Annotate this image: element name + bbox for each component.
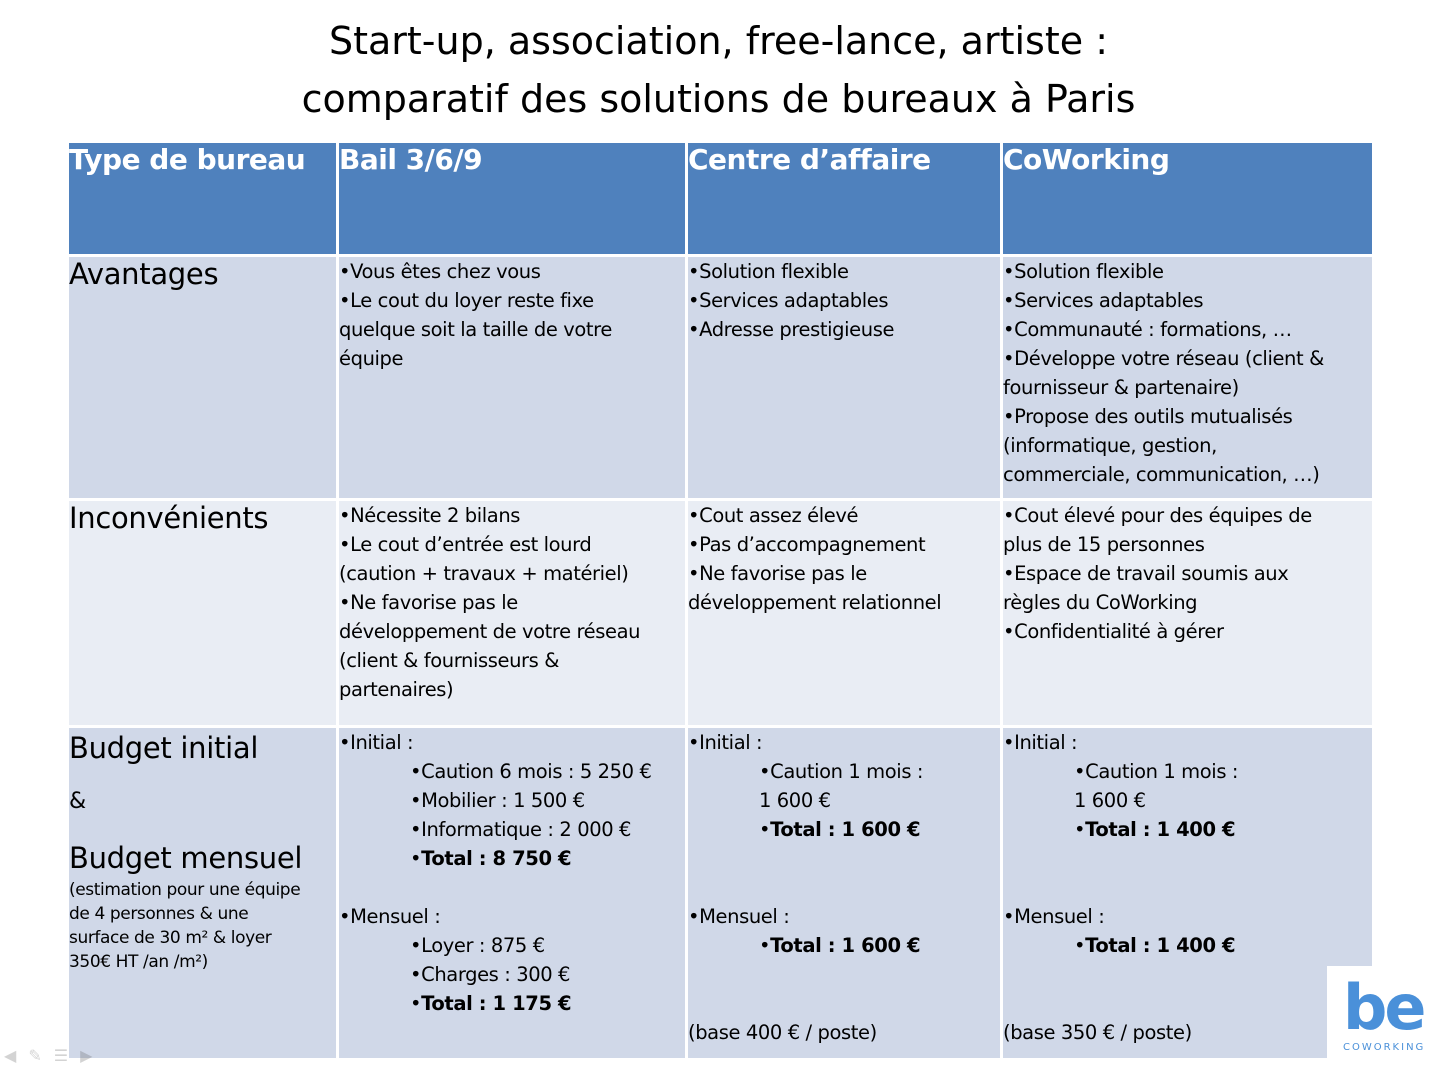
text-line: fournisseur & partenaire) — [1003, 376, 1239, 399]
text-line: équipe — [339, 347, 404, 370]
text-line: •Le cout d’entrée est lourd — [339, 533, 592, 556]
total-value: Total : 1 600 € — [770, 818, 921, 841]
be-coworking-logo — [1327, 966, 1437, 1058]
header-type: Type de bureau — [68, 142, 338, 256]
slide-nav-controls — [4, 1046, 92, 1065]
title-line-2: comparatif des solutions de bureaux à Paris — [301, 77, 1136, 121]
cell-inconvenients-centre — [687, 500, 1002, 727]
text-line: •Ne favorise pas le — [339, 591, 518, 614]
row-budget — [68, 727, 1374, 1060]
text-line: •Cout assez élevé — [688, 504, 859, 527]
budget-informatique: •Informatique : 2 000 € — [410, 818, 632, 841]
total-value: Total : 1 400 € — [1085, 934, 1236, 957]
text-line: •Le cout du loyer reste fixe — [339, 289, 594, 312]
budget-mensuel-heading: •Mensuel : — [688, 905, 790, 928]
budget-mobilier: •Mobilier : 1 500 € — [410, 789, 585, 812]
cell-avantages-coworking — [1002, 256, 1374, 500]
text-line: •Services adaptables — [688, 289, 889, 312]
cell-avantages-bail — [338, 256, 687, 500]
budget-total-initial: •Total : 8 750 € — [410, 847, 572, 870]
note-line: de 4 personnes & une — [69, 904, 249, 924]
budget-total-mensuel: •Total : 1 400 € — [1074, 934, 1236, 957]
text-line: (informatique, gestion, — [1003, 434, 1217, 457]
text-line: développement de votre réseau — [339, 620, 641, 643]
label-budget-note — [69, 878, 336, 974]
total-value: Total : 8 750 € — [421, 847, 572, 870]
text-line: •Confidentialité à gérer — [1003, 620, 1224, 643]
budget-caution: •Caution 1 mois : — [1074, 760, 1239, 783]
budget-caution: •Caution 1 mois : — [759, 760, 924, 783]
text-line: (caution + travaux + matériel) — [339, 562, 629, 585]
row-inconvenients — [68, 500, 1374, 727]
text-line: •Solution flexible — [1003, 260, 1164, 283]
text-line: plus de 15 personnes — [1003, 533, 1205, 556]
cell-avantages-centre — [687, 256, 1002, 500]
budget-total-mensuel: •Total : 1 175 € — [410, 992, 572, 1015]
budget-initial-heading: •Initial : — [339, 731, 414, 754]
text-line: quelque soit la taille de votre — [339, 318, 612, 341]
row-label-budget — [68, 727, 338, 1060]
total-value: Total : 1 175 € — [421, 992, 572, 1015]
row-label-inconvenients: Inconvénients — [68, 500, 338, 727]
text-line: •Ne favorise pas le — [688, 562, 867, 585]
cell-budget-bail — [338, 727, 687, 1060]
header-coworking: CoWorking — [1002, 142, 1374, 256]
budget-caution-amount: 1 600 € — [1074, 789, 1146, 812]
budget-mensuel-heading: •Mensuel : — [339, 905, 441, 928]
header-bail: Bail 3/6/9 — [338, 142, 687, 256]
logo-subtitle: COWORKING — [1343, 1042, 1426, 1053]
menu-icon[interactable]: ☰ — [53, 1046, 69, 1065]
note-line: surface de 30 m² & loyer — [69, 928, 272, 948]
budget-base: (base 350 € / poste) — [1003, 1021, 1192, 1044]
text-line: •Services adaptables — [1003, 289, 1204, 312]
text-line: •Développe votre réseau (client & — [1003, 347, 1324, 370]
prev-arrow-icon[interactable]: ◀ — [4, 1046, 17, 1065]
note-line: (estimation pour une équipe — [69, 880, 301, 900]
cell-inconvenients-coworking — [1002, 500, 1374, 727]
label-budget-mensuel: Budget mensuel — [69, 841, 303, 875]
text-line: commerciale, communication, …) — [1003, 463, 1320, 486]
cell-budget-centre — [687, 727, 1002, 1060]
title-line-1: Start-up, association, free-lance, artiste : — [328, 19, 1109, 63]
text-line: règles du CoWorking — [1003, 591, 1198, 614]
logo-mark: be — [1343, 971, 1424, 1044]
budget-caution: •Caution 6 mois : 5 250 € — [410, 760, 652, 783]
text-line: •Cout élevé pour des équipes de — [1003, 504, 1312, 527]
budget-base: (base 400 € / poste) — [688, 1021, 877, 1044]
total-value: Total : 1 400 € — [1085, 818, 1236, 841]
row-avantages — [68, 256, 1374, 500]
label-ampersand: & — [69, 789, 87, 814]
row-label-avantages: Avantages — [68, 256, 338, 500]
next-arrow-icon[interactable]: ▶ — [80, 1046, 93, 1065]
comparison-table — [66, 140, 1375, 1061]
text-line: •Pas d’accompagnement — [688, 533, 926, 556]
budget-initial-heading: •Initial : — [1003, 731, 1078, 754]
budget-total-mensuel: •Total : 1 600 € — [759, 934, 921, 957]
note-line: 350€ HT /an /m²) — [69, 952, 208, 972]
budget-caution-amount: 1 600 € — [759, 789, 831, 812]
text-line: développement relationnel — [688, 591, 942, 614]
text-line: •Vous êtes chez vous — [339, 260, 541, 283]
text-line: partenaires) — [339, 678, 454, 701]
text-line: (client & fournisseurs & — [339, 649, 560, 672]
text-line: •Adresse prestigieuse — [688, 318, 895, 341]
budget-total-initial: •Total : 1 600 € — [759, 818, 921, 841]
text-line: •Espace de travail soumis aux — [1003, 562, 1289, 585]
cell-inconvenients-bail — [338, 500, 687, 727]
slide-title — [0, 12, 1437, 128]
text-line: •Propose des outils mutualisés — [1003, 405, 1293, 428]
text-line: •Communauté : formations, … — [1003, 318, 1292, 341]
budget-charges: •Charges : 300 € — [410, 963, 571, 986]
budget-loyer: •Loyer : 875 € — [410, 934, 545, 957]
budget-mensuel-heading: •Mensuel : — [1003, 905, 1105, 928]
label-budget-initial: Budget initial — [69, 731, 259, 765]
text-line: •Nécessite 2 bilans — [339, 504, 521, 527]
budget-total-initial: •Total : 1 400 € — [1074, 818, 1236, 841]
total-value: Total : 1 600 € — [770, 934, 921, 957]
text-line: •Solution flexible — [688, 260, 849, 283]
cell-budget-coworking — [1002, 727, 1374, 1060]
pen-icon[interactable]: ✎ — [28, 1046, 42, 1065]
header-row — [68, 142, 1374, 256]
budget-initial-heading: •Initial : — [688, 731, 763, 754]
header-centre: Centre d’affaire — [687, 142, 1002, 256]
